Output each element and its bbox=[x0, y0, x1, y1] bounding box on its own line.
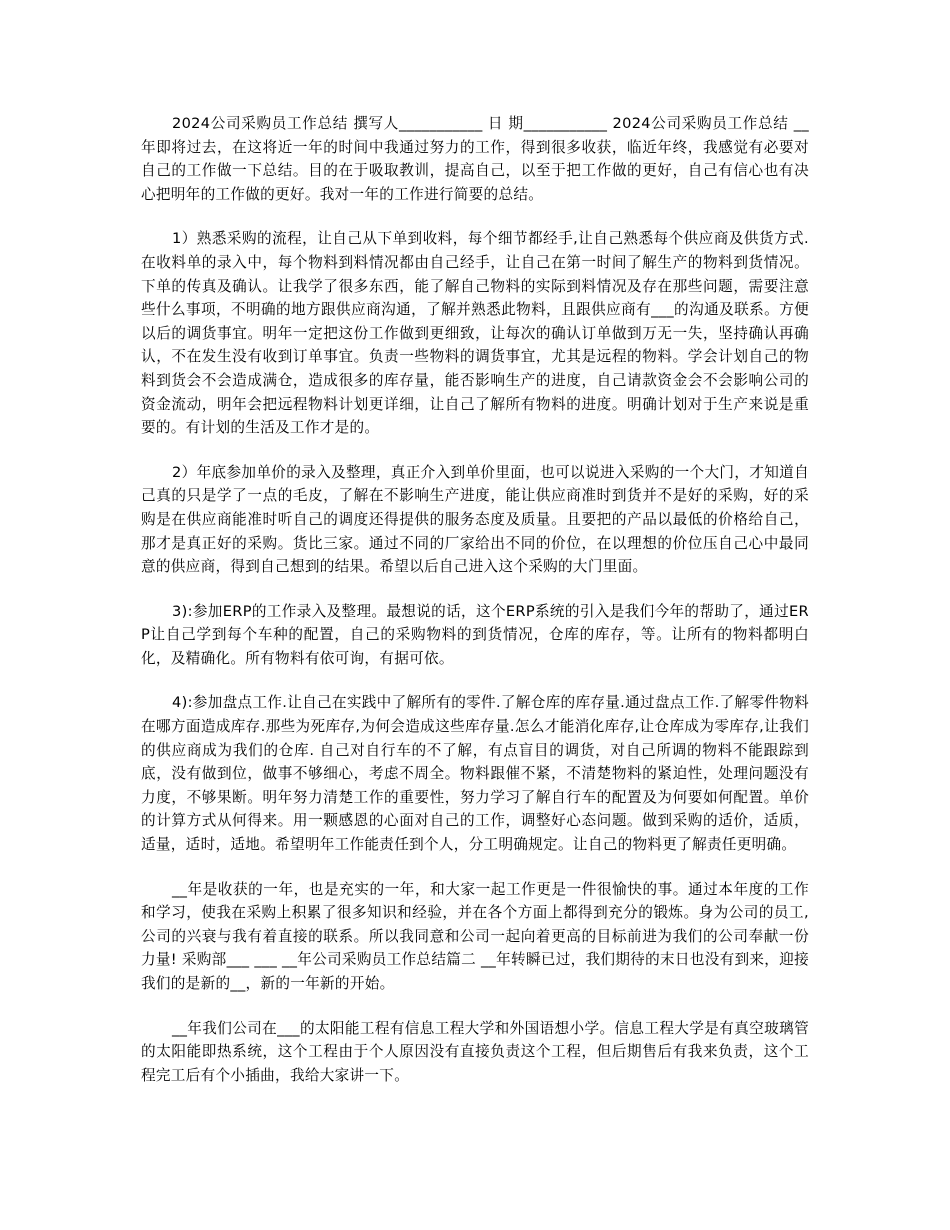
point-1-paragraph: 1）熟悉采购的流程，让自己从下单到收料，每个细节都经手,让自己熟悉每个供应商及供货方式.在收料单的录入中，每个物料到料情况都由自己经手，让自己在第一时间了解生产的物料到货情况。下单的传真及确认。让我学了很多东西，能了解自己物料的实际到料情况及存在那些问题，需要注意些什么事项，不明确的地方跟供应商沟通，了解并熟悉此物料，且跟供应商有___的沟通及联系。方便以后的调货事宜。明年一定把这份工作做到更细致，让每次的确认订单做到万无一失，坚持确认再确认，不在发生没有收到订单事宜。负责一些物料的调货事宜，尤其是远程的物料。学会计划自己的物料到货会不会造成满仓，造成很多的库存量，能否影响生产的进度，自己请款资金会不会影响公司的资金流动，明年会把远程物料计划更详细，让自己了解所有物料的进度。明确计划对于生产来说是重要的。有计划的生活及工作才是的。 bbox=[141, 230, 809, 437]
point-3-paragraph: 3):参加ERP的工作录入及整理。最想说的话，这个ERP系统的引入是我们今年的帮助了，通过ERP让自己学到每个车种的配置，自己的采购物料的到货情况，仓库的库存，等。让所有的物料都明白化，及精确化。所有物料有依可询，有据可依。 bbox=[141, 602, 809, 667]
intro-paragraph: 2024公司采购员工作总结 撰写人___________ 日 期___________ 2024公司采购员工作总结 __年即将过去，在这将近一年的时间中我通过努力的工作，得到很多收获，临近年终，我感觉有必要对自己的工作做一下总结。目的在于吸取教训，提高自己，以至于把工作做的更好，自己有信心也有决心把明年的工作做的更好。我对一年的工作进行简要的总结。 bbox=[141, 115, 809, 203]
summary-paragraph: __年是收获的一年，也是充实的一年，和大家一起工作更是一件很愉快的事。通过本年度的工作和学习，使我在采购上积累了很多知识和经验，并在各个方面上都得到充分的锻炼。身为公司的员工,公司的兴衰与我有着直接的联系。所以我同意和公司一起向着更高的目标前进为我们的公司奉献一份力量! 采购部___ ___ __年公司采购员工作总结篇二 __年转瞬已过，我们期待的末日也没有到来，迎接我们的是新的__，新的一年新的开始。 bbox=[141, 880, 809, 992]
point-4-paragraph: 4):参加盘点工作.让自己在实践中了解所有的零件.了解仓库的库存量.通过盘点工作.了解零件物料在哪方面造成库存.那些为死库存,为何会造成这些库存量.怎么才能消化库存,让仓库成为零库存,让我们的供应商成为我们的仓库. 自己对自行车的不了解，有点盲目的调货，对自己所调的物料不能跟踪到底，没有做到位，做事不够细心，考虑不周全。物料跟催不紧，不清楚物料的紧迫性，处理问题没有力度，不够果断。明年努力清楚工作的重要性，努力学习了解自行车的配置及为何要如何配置。单价的计算方式从何得来。用一颗感恩的心面对自己的工作，调整好心态问题。做到采购的适价，适质，适量，适时，适地。希望明年工作能责任到个人，分工明确规定。让自己的物料更了解责任更明确。 bbox=[141, 694, 809, 854]
document-body bbox=[141, 112, 809, 1108]
project-paragraph: __年我们公司在___的太阳能工程有信息工程大学和外国语想小学。信息工程大学是有真空玻璃管的太阳能即热系统，这个工程由于个人原因没有直接负责这个工程，但后期售后有我来负责，这个工程完工后有个小插曲，我给大家讲一下。 bbox=[141, 1019, 809, 1084]
point-2-paragraph: 2）年底参加单价的录入及整理，真正介入到单价里面，也可以说进入采购的一个大门，才知道自己真的只是学了一点的毛皮，了解在不影响生产进度，能让供应商准时到货并不是好的采购，好的采购是在供应商能准时听自己的调度还得提供的服务态度及质量。且要把的产品以最低的价格给自己，那才是真正好的采购。货比三家。通过不同的厂家给出不同的价位，在以理想的价位压自己心中最同意的供应商，得到自己想到的结果。希望以后自己进入这个采购的大门里面。 bbox=[141, 463, 809, 576]
